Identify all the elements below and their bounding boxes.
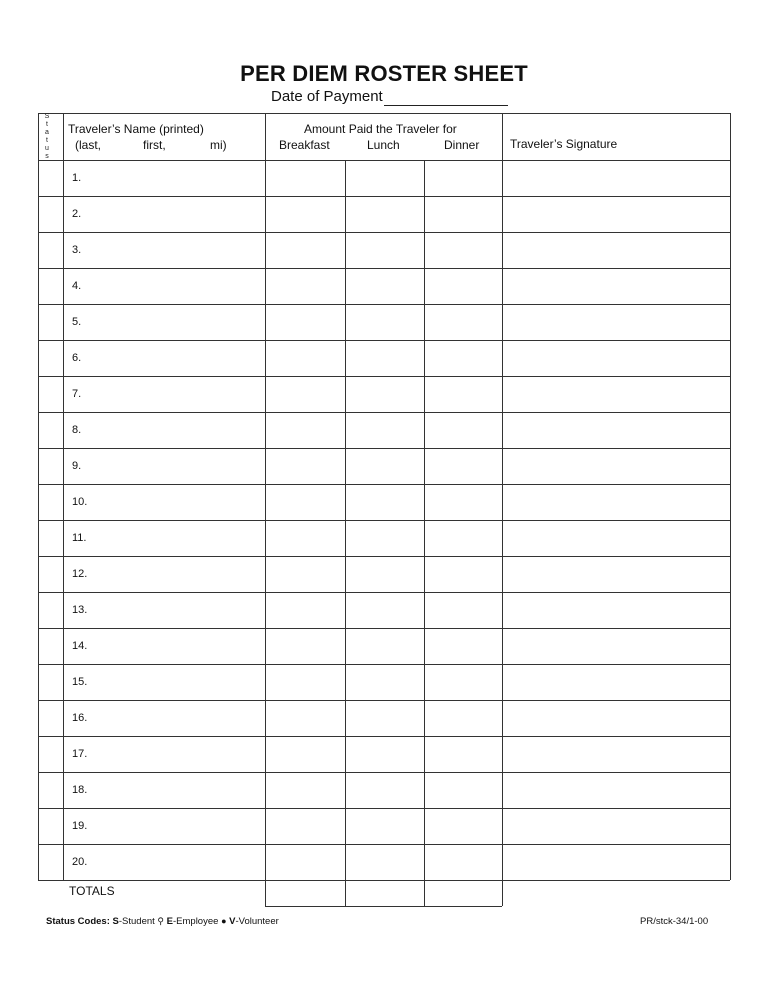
status-column-header xyxy=(41,113,53,161)
signature-header: Traveler’s Signature xyxy=(510,137,618,151)
date-of-payment-field[interactable] xyxy=(384,105,508,106)
status-letter: t xyxy=(46,137,48,144)
row-number: 1. xyxy=(72,172,82,184)
status-letter: t xyxy=(46,121,48,128)
name-column-divider xyxy=(265,113,266,906)
row-number: 9. xyxy=(72,460,82,472)
page-title: PER DIEM ROSTER SHEET xyxy=(240,61,528,86)
table-row-divider xyxy=(38,772,730,773)
code-v-text: -Volunteer xyxy=(235,916,279,927)
row-number: 16. xyxy=(72,712,88,724)
table-row-divider xyxy=(38,520,730,521)
row-number: 17. xyxy=(72,748,88,760)
status-codes-label: Status Codes: xyxy=(46,916,110,927)
table-row-divider xyxy=(38,412,730,413)
table-row-divider xyxy=(38,808,730,809)
dinner-column-divider xyxy=(502,113,503,906)
row-number: 6. xyxy=(72,352,82,364)
table-row-divider xyxy=(38,232,730,233)
form-id: PR/stck-34/1-00 xyxy=(640,916,709,927)
amount-paid-header: Amount Paid the Traveler for xyxy=(304,122,457,136)
table-row-divider xyxy=(38,376,730,377)
totals-label: TOTALS xyxy=(69,884,115,898)
row-number: 11. xyxy=(72,532,87,544)
row-number: 18. xyxy=(72,784,88,796)
name-header-mi: mi) xyxy=(210,138,227,152)
row-number: 13. xyxy=(72,604,88,616)
row-number: 5. xyxy=(72,316,82,328)
table-row-divider xyxy=(38,844,730,845)
row-number: 12. xyxy=(72,568,88,580)
table-row-divider xyxy=(38,556,730,557)
row-number: 3. xyxy=(72,244,82,256)
code-e-text: -Employee xyxy=(173,916,219,927)
row-number: 4. xyxy=(72,280,82,292)
code-v: V xyxy=(229,916,236,927)
status-column-divider xyxy=(63,113,64,880)
breakfast-header: Breakfast xyxy=(279,138,330,152)
row-number: 7. xyxy=(72,388,82,400)
row-number: 10. xyxy=(72,496,88,508)
code-s: S xyxy=(112,916,119,927)
status-codes-legend xyxy=(46,916,279,927)
row-number: 19. xyxy=(72,820,88,832)
table-row-divider xyxy=(38,700,730,701)
status-letter: a xyxy=(45,129,49,136)
table-header-divider xyxy=(38,160,730,161)
name-header-first: first, xyxy=(143,138,166,152)
volunteer-bullet-icon: ● xyxy=(221,916,227,926)
table-row-divider xyxy=(38,484,730,485)
table-row-divider xyxy=(38,304,730,305)
status-letter: u xyxy=(45,145,49,152)
breakfast-column-divider xyxy=(345,160,346,906)
date-of-payment-label: Date of Payment xyxy=(271,88,383,105)
name-header-last: (last, xyxy=(75,138,102,152)
table-row-divider xyxy=(38,196,730,197)
table-left-border xyxy=(38,113,39,880)
row-number: 15. xyxy=(72,676,88,688)
row-number: 8. xyxy=(72,424,82,436)
row-number: 20. xyxy=(72,856,88,868)
table-row-divider xyxy=(38,448,730,449)
table-top-border xyxy=(38,113,730,114)
table-row-divider xyxy=(38,592,730,593)
dinner-header: Dinner xyxy=(444,138,480,152)
totals-bottom-border xyxy=(265,906,502,907)
table-row-divider xyxy=(38,664,730,665)
row-number: 2. xyxy=(72,208,82,220)
table-right-border xyxy=(730,113,731,880)
table-row-divider xyxy=(38,880,730,881)
status-letter: s xyxy=(45,153,49,160)
table-row-divider xyxy=(38,628,730,629)
code-e: E xyxy=(166,916,173,927)
lunch-column-divider xyxy=(424,160,425,906)
table-row-divider xyxy=(38,736,730,737)
employee-symbol-icon: ⚲ xyxy=(157,916,165,926)
lunch-header: Lunch xyxy=(367,138,400,152)
table-row-divider xyxy=(38,340,730,341)
row-number: 14. xyxy=(72,640,88,652)
table-row-divider xyxy=(38,268,730,269)
status-letter: S xyxy=(44,113,50,120)
code-s-text: -Student xyxy=(118,916,155,927)
name-header: Traveler’s Name (printed) xyxy=(68,122,204,136)
